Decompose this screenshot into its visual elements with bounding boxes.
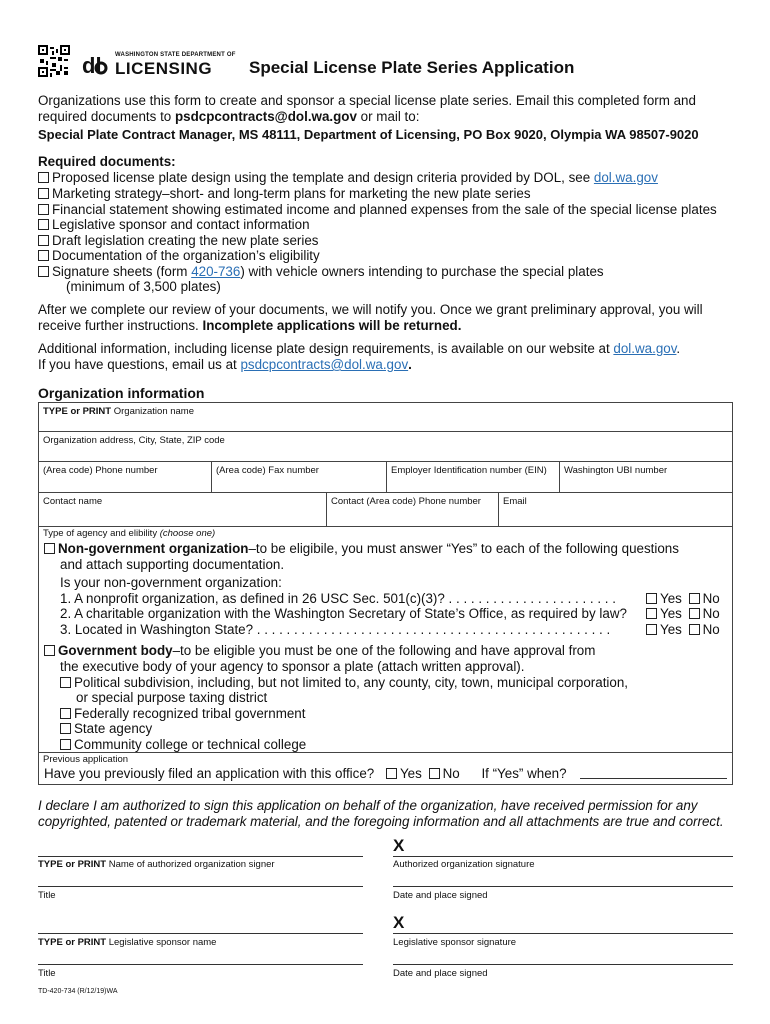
declaration-line-1: I declare I am authorized to sign this application on behalf of the organization, have received permission for any: [38, 798, 698, 813]
required-item-sponsor[interactable]: [38, 217, 310, 233]
sponsor-name-label: TYPE or PRINT Legislative sponsor name: [38, 937, 217, 948]
signer-name-label: TYPE or PRINT Name of authorized organization signer: [38, 859, 275, 870]
field-label: (Area code) Fax number: [216, 465, 319, 476]
yes-label: Yes: [660, 622, 682, 637]
signer-name-line[interactable]: [38, 856, 363, 857]
checkbox[interactable]: [38, 172, 49, 183]
yes-checkbox[interactable]: [646, 624, 657, 635]
checkbox[interactable]: [38, 188, 49, 199]
fax-field[interactable]: [211, 462, 386, 493]
logo-big-text: LICENSING: [115, 59, 213, 78]
field-label: Organization address, City, State, ZIP code: [43, 435, 225, 446]
intro-line-2: [38, 109, 419, 125]
additional-dot: .: [676, 341, 681, 356]
no-label: No: [702, 591, 720, 606]
after-warning: Incomplete applications will be returned.: [202, 318, 462, 333]
gov-bold: Government body: [58, 643, 173, 658]
field-label: TYPE or PRINT Organization name: [43, 406, 195, 417]
after-text: receive further instructions.: [38, 318, 203, 333]
org-address-field[interactable]: [38, 432, 733, 462]
checkbox[interactable]: [60, 739, 71, 750]
date-place-label: Date and place signed: [393, 968, 488, 979]
yes-label: Yes: [660, 606, 682, 621]
no-label: No: [702, 622, 720, 637]
gov-option-tribal[interactable]: [60, 706, 305, 722]
required-heading: Required documents:: [38, 154, 176, 169]
gov-option[interactable]: [44, 643, 595, 659]
checkbox[interactable]: [60, 723, 71, 734]
item-text: Proposed license plate design using the template and design criteria provided by DOL, see: [52, 170, 594, 185]
question-1: 1. A nonprofit organization, as defined in 26 USC Sec. 501(c)(3)? . . . . . . . . . . . . . . . . . . . . . . .: [60, 591, 616, 606]
no-checkbox[interactable]: [689, 593, 700, 604]
required-item-eligibility[interactable]: [38, 248, 320, 264]
additional-text: Additional information, including license plate design requirements, is available on our website at: [38, 341, 614, 356]
required-item-marketing[interactable]: [38, 186, 531, 202]
dol-logo: [82, 48, 236, 78]
item-text-post: ) with vehicle owners intending to purchase the special plates: [240, 264, 604, 279]
contact-email-field[interactable]: [498, 493, 733, 527]
sponsor-name-line[interactable]: [38, 933, 363, 934]
checkbox[interactable]: [38, 266, 49, 277]
org-heading: Organization information: [38, 385, 205, 401]
no-label: No: [442, 766, 460, 781]
required-item-financial[interactable]: [38, 202, 717, 218]
gov-option-political[interactable]: [60, 675, 628, 691]
checkbox[interactable]: [38, 235, 49, 246]
field-label: Contact name: [43, 496, 103, 507]
contact-name-field[interactable]: [38, 493, 326, 527]
item-text: Marketing strategy–short- and long-term plans for marketing the new plate series: [52, 186, 531, 201]
form-number: TD-420-734 (R/12/19)WA: [38, 988, 118, 995]
item-text: Signature sheets (form: [52, 264, 192, 279]
dol-link[interactable]: dol.wa.gov: [593, 170, 658, 185]
form-link[interactable]: 420-736: [191, 264, 241, 279]
date-place-line[interactable]: [393, 886, 733, 887]
yes-label: Yes: [399, 766, 422, 781]
item-text: Draft legislation creating the new plate series: [52, 233, 319, 248]
yes-checkbox[interactable]: [646, 608, 657, 619]
checkbox[interactable]: [38, 204, 49, 215]
required-item-signatures[interactable]: [38, 264, 604, 280]
gov-option-political-line-2: or special purpose taxing district: [76, 690, 268, 705]
additional-line-2: [38, 357, 412, 373]
title-label: Title: [38, 968, 56, 979]
question-3-answers: [646, 622, 720, 638]
option-text: State agency: [74, 721, 153, 736]
qr-code-icon: [38, 45, 70, 77]
option-text: Community college or technical college: [74, 737, 307, 752]
title-line[interactable]: [38, 964, 363, 965]
org-name-field[interactable]: [38, 402, 733, 432]
yes-checkbox[interactable]: [646, 593, 657, 604]
signature-x-mark: X: [393, 913, 405, 932]
contact-phone-field[interactable]: [326, 493, 498, 527]
title-label: Title: [38, 890, 56, 901]
checkbox[interactable]: [44, 645, 55, 656]
question-3: 3. Located in Washington State? . . . . . . . . . . . . . . . . . . . . . . . . . . . . . . . . . . . . . . . . . . . . . . . .: [60, 622, 611, 637]
gov-text: –to be eligible you must be one of the following and have approval from: [172, 643, 596, 658]
option-text: Federally recognized tribal government: [74, 706, 306, 721]
date-place-label: Date and place signed: [393, 890, 488, 901]
checkbox[interactable]: [44, 543, 55, 554]
gov-line-2: the executive body of your agency to sponsor a plate (attach written approval).: [60, 659, 525, 674]
qr-code: [38, 45, 70, 77]
question-2-answers: [646, 606, 720, 622]
nongov-text: –to be eligibile, you must answer “Yes” to each of the following questions: [248, 541, 679, 556]
logo-small-text: WASHINGTON STATE DEPARTMENT OF: [115, 52, 236, 58]
field-label: Email: [503, 496, 527, 507]
item-text: Financial statement showing estimated income and planned expenses from the sale of the special license plates: [52, 202, 717, 217]
after-line-1: After we complete our review of your documents, we will notify you. Once we grant preliminary approval, you will: [38, 302, 703, 317]
field-label: Contact (Area code) Phone number: [331, 496, 481, 507]
item-text: Legislative sponsor and contact information: [52, 217, 310, 232]
gov-option-college[interactable]: [60, 737, 306, 753]
dol-link[interactable]: dol.wa.gov: [613, 341, 677, 356]
no-checkbox[interactable]: [429, 768, 440, 779]
yes-label: Yes: [660, 591, 682, 606]
question-2: 2. A charitable organization with the Washington Secretary of State’s Office, as required by law?: [60, 606, 627, 621]
page-title: Special License Plate Series Application: [249, 58, 575, 77]
field-label: Employer Identification number (EIN): [391, 465, 547, 476]
intro-email: psdcpcontracts@dol.wa.gov: [174, 109, 357, 124]
org-signature-line[interactable]: [393, 856, 733, 857]
question-text: Have you previously filed an application with this office?: [44, 766, 375, 781]
after-line-2: [38, 318, 461, 334]
signature-x-mark: X: [393, 836, 405, 855]
no-checkbox[interactable]: [689, 624, 700, 635]
field-label: Previous application: [43, 754, 129, 765]
yes-checkbox[interactable]: [386, 768, 397, 779]
question-1-answers: [646, 591, 720, 607]
org-signature-label: Authorized organization signature: [393, 859, 535, 870]
nongov-question-intro: Is your non-government organization:: [60, 575, 282, 590]
intro-text: required documents to: [38, 109, 175, 124]
checkbox[interactable]: [60, 708, 71, 719]
checkbox[interactable]: [60, 677, 71, 688]
additional-text: If you have questions, email us at: [38, 357, 241, 372]
svg-text:dl: dl: [82, 53, 102, 77]
title-line[interactable]: [38, 886, 363, 887]
field-label: (Area code) Phone number: [43, 465, 158, 476]
intro-text-post: or mail to:: [356, 109, 420, 124]
field-label: Type of agency and elibility (choose one): [43, 528, 216, 539]
gov-option-state[interactable]: [60, 721, 152, 737]
no-label: No: [702, 606, 720, 621]
dol-logo-icon: [82, 49, 112, 77]
nongov-bold: Non-government organization: [58, 541, 249, 556]
date-place-line[interactable]: [393, 964, 733, 965]
email-link[interactable]: psdcpcontracts@dol.wa.gov: [240, 357, 409, 372]
nongov-option[interactable]: [44, 541, 679, 557]
if-yes-label: If “Yes” when?: [481, 766, 567, 781]
additional-dot: .: [408, 357, 412, 372]
additional-line-1: [38, 341, 680, 357]
phone-field[interactable]: [38, 462, 211, 493]
if-yes-when-input[interactable]: [580, 778, 727, 779]
intro-line-1: Organizations use this form to create and sponsor a special license plate series. Email this completed form and: [38, 93, 696, 108]
required-item-signatures-line-2: (minimum of 3,500 plates): [66, 279, 221, 294]
checkbox[interactable]: [38, 219, 49, 230]
sponsor-signature-label: Legislative sponsor signature: [393, 937, 517, 948]
nongov-line-2: and attach supporting documentation.: [60, 557, 285, 572]
mail-address: Special Plate Contract Manager, MS 48111, Department of Licensing, PO Box 9020, Olympia WA 98507-9020: [38, 127, 699, 142]
ein-field[interactable]: [386, 462, 559, 493]
item-text: Documentation of the organization’s eligibility: [52, 248, 320, 263]
required-item-legislation[interactable]: [38, 233, 318, 249]
required-item-design[interactable]: [38, 170, 658, 186]
checkbox[interactable]: [38, 250, 49, 261]
option-text: Political subdivision, including, but not limited to, any county, city, town, municipal corporation,: [74, 675, 629, 690]
declaration-line-2: copyrighted, patented or trademark material, and the foregoing information and all attachments are true and correct.: [38, 814, 724, 829]
ubi-field[interactable]: [559, 462, 733, 493]
sponsor-signature-line[interactable]: [393, 933, 733, 934]
previous-question: [44, 766, 567, 782]
no-checkbox[interactable]: [689, 608, 700, 619]
field-label: Washington UBI number: [564, 465, 668, 476]
